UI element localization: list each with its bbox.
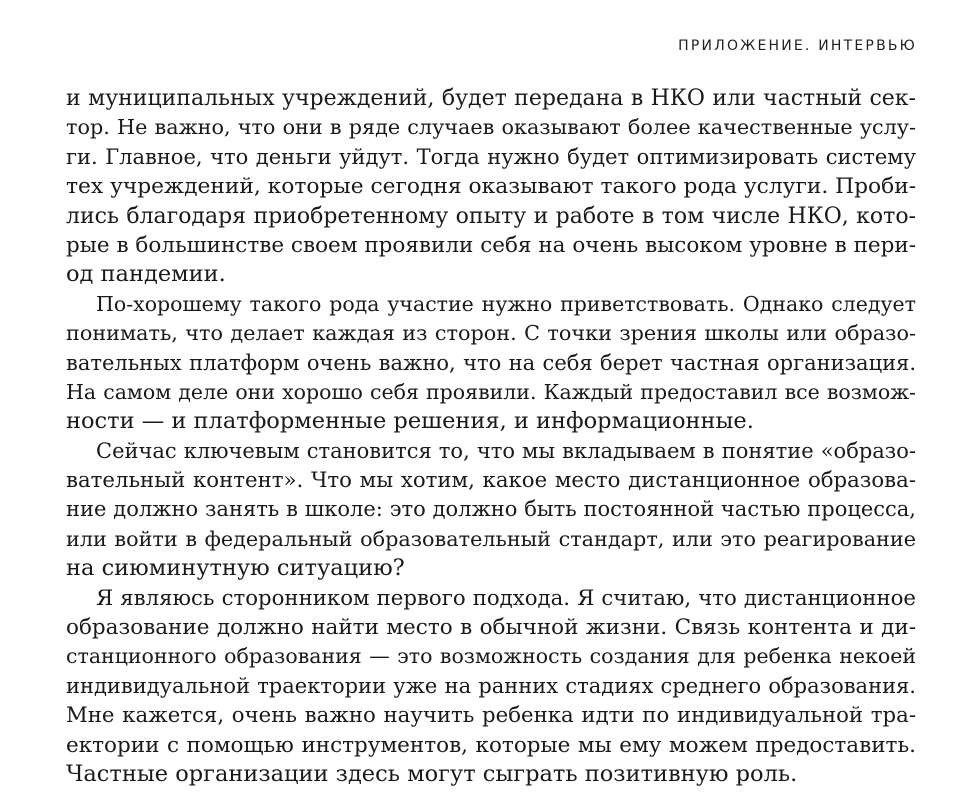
text-line: ги. Главное, что деньги уйдут. Тогда нужно будет оптимизировать систему [66, 144, 916, 169]
text-line: лись благодаря приобретенному опыту и работе в том числе НКО, кото- [66, 203, 916, 229]
running-header: ПРИЛОЖЕНИЕ. ИНТЕРВЬЮ [678, 38, 917, 54]
text-line: вательный контент». Что мы хотим, какое место дистанционное образова- [66, 468, 916, 494]
text-line: Я являюсь сторонником первого подхода. Я считаю, что дистанционное [96, 585, 916, 611]
text-line: На самом деле они хорошо себя проявили. Каждый предоставил все возмож- [66, 379, 916, 404]
text-line: на сиюминутную ситуацию? [66, 555, 405, 582]
page-body-text [66, 84, 916, 789]
text-line: ние должно занять в школе: это должно быть постоянной частью процесса, [66, 497, 916, 522]
text-line: ности — и платформенные решения, и информационные. [66, 408, 754, 435]
text-line: тех учреждений, которые сегодня оказывают такого рода услуги. Проби- [66, 174, 916, 200]
text-line: тор. Не важно, что они в ряде случаев оказывают более качественные услу- [66, 115, 916, 140]
text-line: образование должно найти место в обычной жизни. Связь контента и ди- [66, 615, 916, 641]
paragraph-3 [66, 437, 916, 584]
text-line: станционного образования — это возможность создания для ребенка некоей [66, 644, 916, 669]
text-line: или войти в федеральный образовательный стандарт, или это реагирование [66, 526, 916, 551]
text-line: од пандемии. [66, 261, 226, 288]
text-line: Частные организации здесь могут сыграть позитивную роль. [66, 760, 798, 787]
text-line: Сейчас ключевым становится то, что мы вкладываем в понятие «образо- [96, 438, 916, 463]
text-line: рые в большинстве своем проявили себя на очень высоком уровне в пери- [66, 232, 916, 258]
text-line: индивидуальной траектории уже на ранних стадиях среднего образования. [66, 673, 916, 698]
text-line: По-хорошему такого рода участие нужно приветствовать. Однако следует [96, 291, 916, 316]
text-line: вательных платформ очень важно, что на себя берет частная организация. [66, 350, 916, 375]
paragraph-1 [66, 84, 916, 290]
paragraph-2 [66, 290, 916, 437]
paragraph-4 [66, 584, 916, 790]
text-line: ектории с помощью инструментов, которые мы ему можем предоставить. [66, 732, 916, 758]
text-line: Мне кажется, очень важно научить ребенка идти по индивидуальной тра- [66, 703, 916, 729]
text-line: и муниципальных учреждений, будет передана в НКО или частный сек- [66, 86, 916, 111]
text-line: понимать, что делает каждая из сторон. С точки зрения школы или образо- [66, 321, 916, 346]
